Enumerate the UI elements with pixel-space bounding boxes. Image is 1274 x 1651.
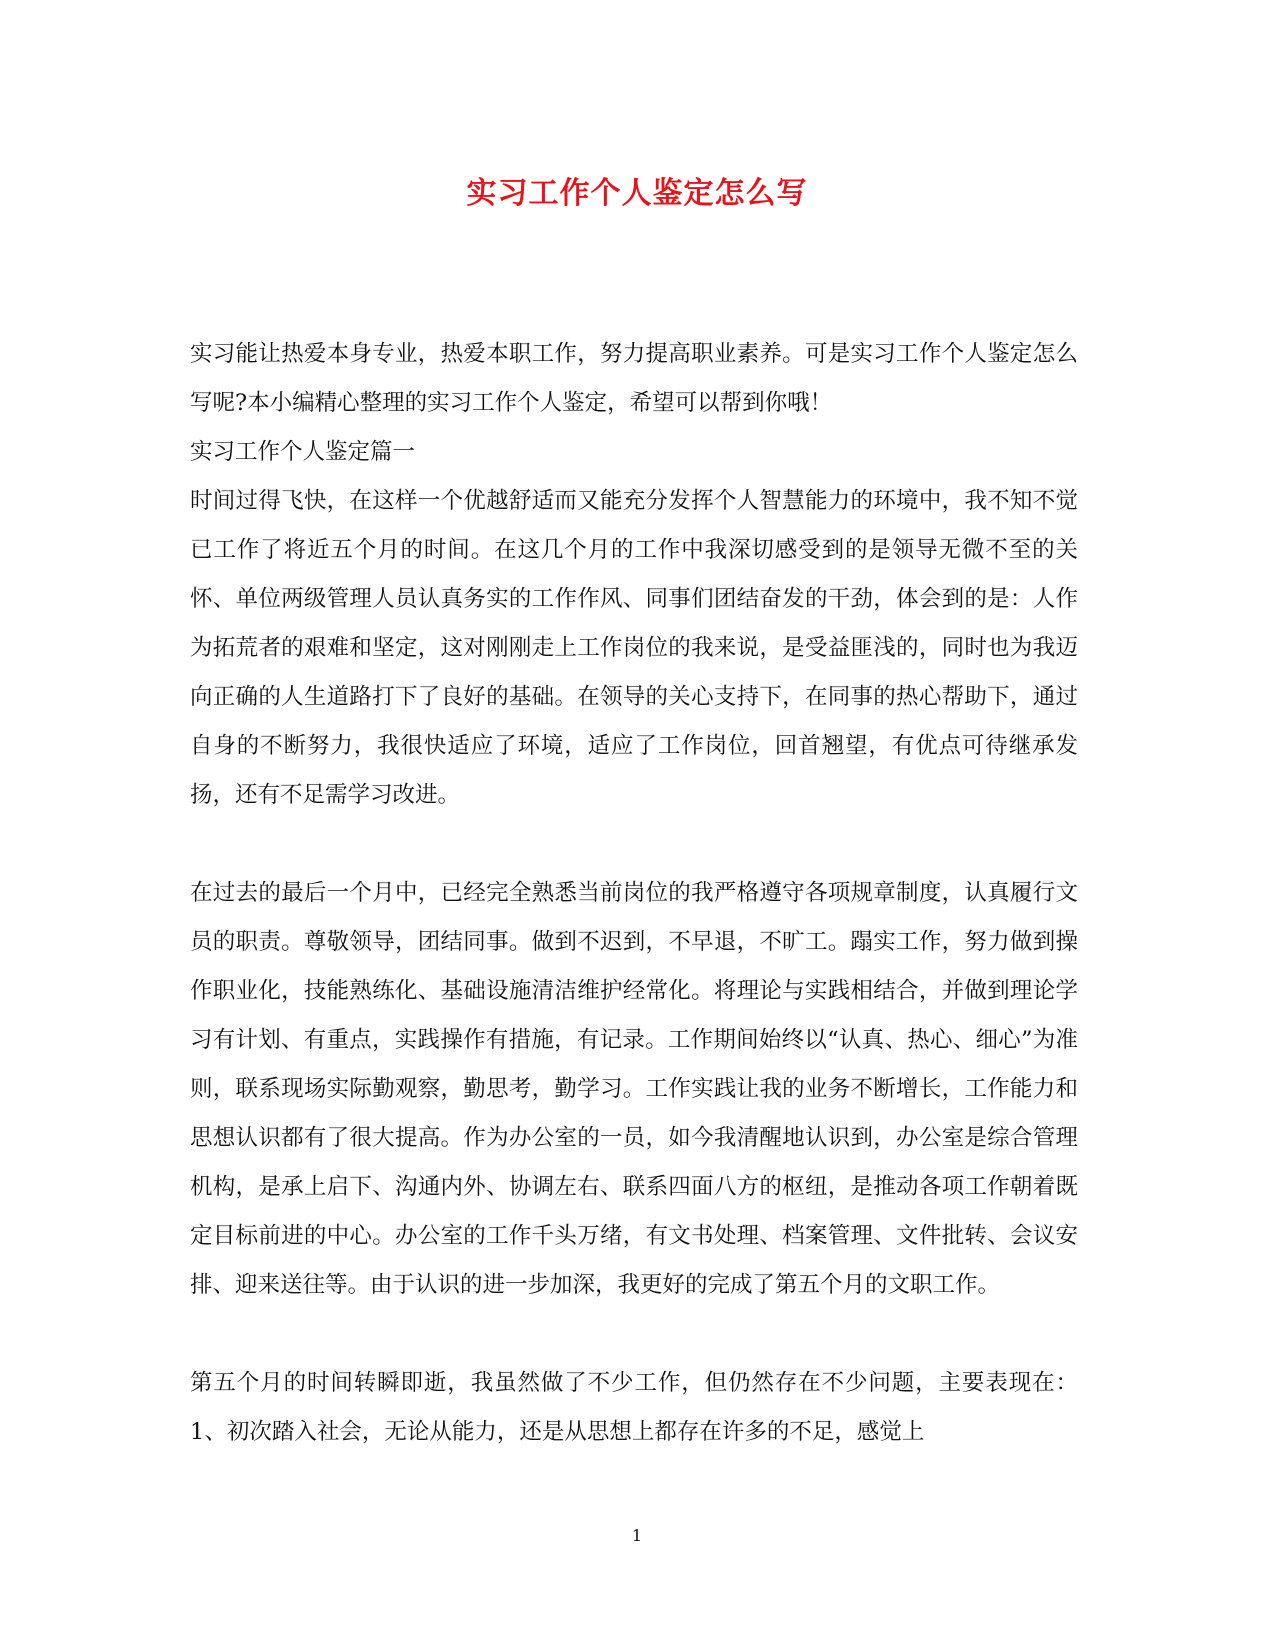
body-paragraph-1: 时间过得飞快，在这样一个优越舒适而又能充分发挥个人智慧能力的环境中，我不知不觉已工作了将近五个月的时间。在这几个月的工作中我深切感受到的是领导无微不至的关怀、单位两级管理人员认真务实的工作作风、同事们团结奋发的干劲，体会到的是：人作为拓荒者的艰难和坚定，这对刚刚走上工作岗位的我来说，是受益匪浅的，同时也为我迈向正确的人生道路打下了良好的基础。在领导的关心支持下，在同事的热心帮助下，通过自身的不断努力，我很快适应了环境，适应了工作岗位，回首翘望，有优点可待继承发扬，还有不足需学习改进。 (190, 488, 1078, 808)
section-heading: 实习工作个人鉴定篇一 (190, 439, 416, 465)
page-number: 1 (631, 1526, 643, 1545)
body-paragraph-2: 在过去的最后一个月中，已经完全熟悉当前岗位的我严格遵守各项规章制度，认真履行文员的职责。尊敬领导，团结同事。做到不迟到，不早退，不旷工。蹋实工作，努力做到操作职业化，技能熟练化、基础设施清洁维护经常化。将理论与实践相结合，并做到理论学习有计划、有重点，实践操作有措施，有记录。工作期间始终以“认真、热心、细心”为准则，联系现场实际勤观察，勤思考，勤学习。工作实践让我的业务不断增长，工作能力和思想认识都有了很大提高。作为办公室的一员，如今我清醒地认识到，办公室是综合管理机构，是承上启下、沟通内外、协调左右、联系四面八方的枢纽，是推动各项工作朝着既定目标前进的中心。办公室的工作千头万绪，有文书处理、档案管理、文件批转、会议安排、迎来送往等。由于认识的进一步加深，我更好的完成了第五个月的文职工作。 (190, 880, 1078, 1298)
intro-paragraph: 实习能让热爱本身专业，热爱本职工作，努力提高职业素养。可是实习工作个人鉴定怎么写呢?本小编精心整理的实习工作个人鉴定，希望可以帮到你哦！ (190, 341, 1078, 416)
document-title: 实习工作个人鉴定怎么写 (466, 176, 808, 211)
body-paragraph-3: 第五个月的时间转瞬即逝，我虽然做了不少工作，但仍然存在不少问题，主要表现在：1、初次踏入社会，无论从能力，还是从思想上都存在许多的不足，感觉上 (190, 1370, 1078, 1445)
document-body (190, 330, 1078, 1457)
